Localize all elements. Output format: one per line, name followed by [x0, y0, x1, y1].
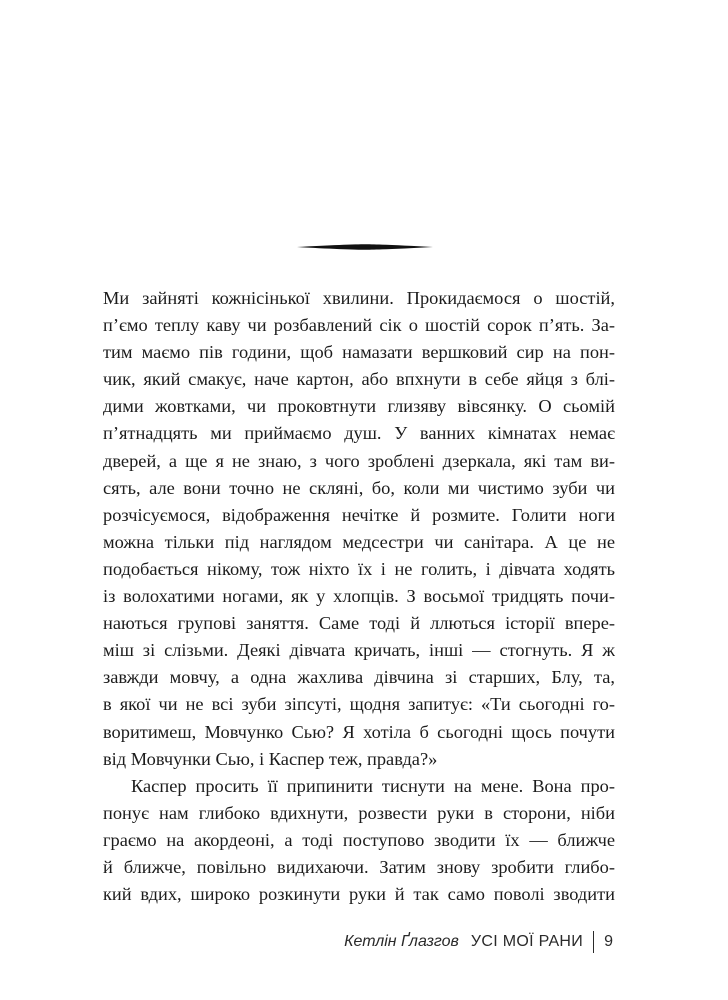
text-line: чик, який смакує, наче картон, або впхнути в себе яйця з блі- [103, 369, 615, 390]
text-line: Ми зайняті кожнісінької хвилини. Прокидаємося о шостій, [103, 288, 615, 308]
text-line: п’ятнадцять ми приймаємо душ. У ванних кімнатах немає [103, 423, 615, 444]
footer-book-title: УСІ МОЇ РАНИ [470, 933, 584, 950]
text-line: в якої чи не всі зуби зіпсуті, щодня запитує: «Ти сьогодні го- [103, 694, 615, 715]
text-line: кий вдих, широко розкинути руки й так само поволі зводити [103, 884, 615, 905]
text-line: від Мовчунки Сью, і Каспер теж, правда?» [103, 748, 438, 769]
text-line: можна тільки під наглядом медсестри чи санітара. А це не [103, 531, 615, 552]
footer-separator [593, 931, 594, 953]
text-line: розчісуємося, відображення нечітке й розмите. Голити ноги [103, 504, 615, 525]
text-line: тим маємо пів години, щоб намазати вершковий сир на пон- [103, 342, 615, 363]
text-line: міш зі слізьми. Деякі дівчата кричать, інші — стогнуть. Я ж [103, 640, 615, 661]
text-line: п’ємо теплу каву чи розбавлений сік о шостій сорок п’ять. За- [103, 315, 615, 336]
ornament-divider [297, 242, 433, 252]
running-footer [344, 930, 613, 954]
page-number: 9 [604, 933, 613, 950]
text-line: дверей, а ще я не знаю, з чого зроблені дзеркала, які там ви- [103, 450, 615, 471]
text-line: подобається нікому, тож ніхто їх і не голить, і дівчата ходять [103, 558, 615, 579]
text-line: граємо на акордеоні, а тоді поступово зводити їх — ближче [103, 829, 615, 850]
text-line: завжди мовчу, а одна жахлива дівчина зі старших, Блу, та, [103, 667, 615, 688]
body-text [103, 285, 615, 908]
text-line: понує нам глибоко вдихнути, розвести руки в сторони, ніби [103, 802, 615, 823]
text-line: наються групові заняття. Саме тоді й ллються історії впере- [103, 613, 615, 634]
text-line: сять, але вони точно не скляні, бо, коли ми чистимо зуби чи [103, 477, 615, 498]
text-line: Каспер просить її припинити тиснути на мене. Вона про- [131, 775, 615, 796]
text-line: із волохатими ногами, як у хлопців. З восьмої тридцять почи- [103, 586, 615, 607]
text-line: воритимеш, Мовчунко Сью? Я хотіла б сьогодні щось почути [103, 721, 615, 742]
text-line: й ближче, повільно видихаючи. Затим знову зробити глибо- [103, 856, 615, 877]
text-line: дими жовтками, чи проковтнути глизяву вівсянку. О сьомій [103, 396, 615, 417]
footer-author: Кетлін Ґлазгов [344, 933, 459, 950]
